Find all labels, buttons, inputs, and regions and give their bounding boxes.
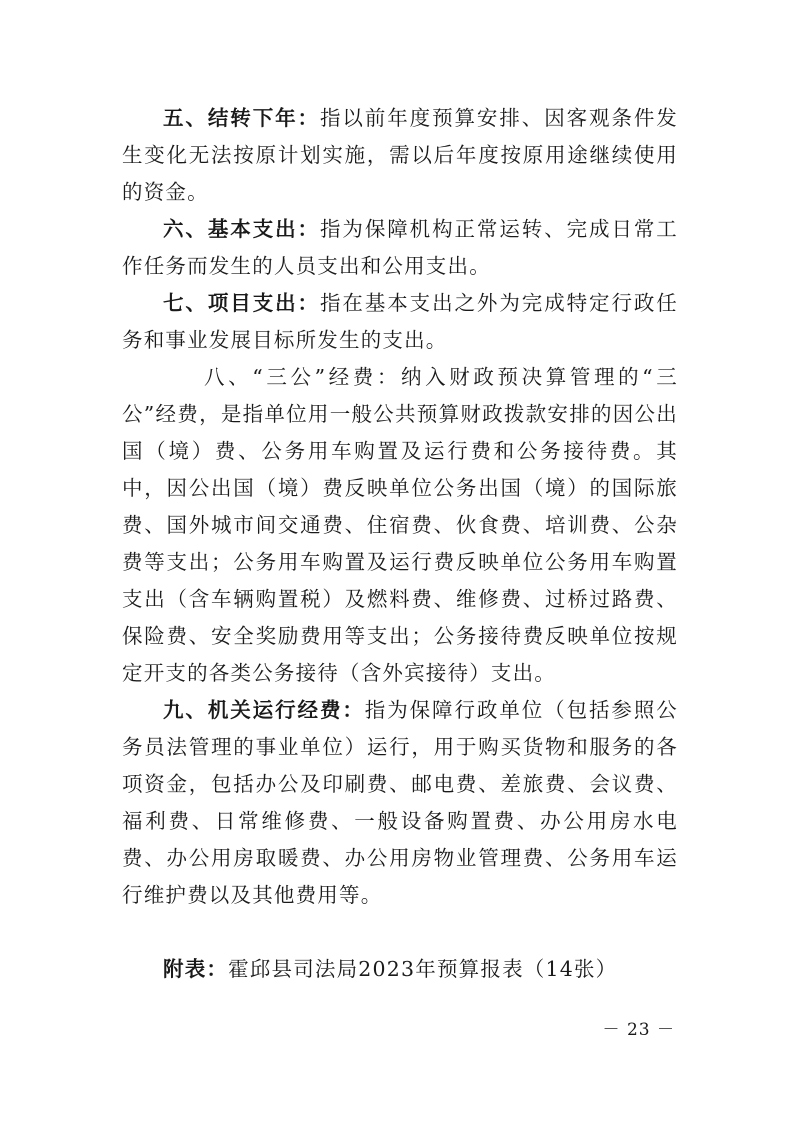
attachment-text: 霍邱县司法局2023年预算报表（14张）: [228, 957, 618, 981]
definition-project-expenditure: [122, 285, 678, 359]
definition-operating-funds: [122, 692, 678, 914]
document-body: [122, 100, 678, 988]
attachment-line: [122, 951, 678, 988]
term-project-expenditure: 七、项目支出：: [163, 291, 320, 315]
term-operating-funds: 九、机关运行经费：: [163, 698, 365, 722]
definition-basic-expenditure: [122, 211, 678, 285]
definition-carryover: [122, 100, 678, 211]
page-number: － 23 －: [602, 1020, 675, 1040]
attachment-label: 附表：: [163, 957, 229, 981]
definition-text: 指在基本支出之外为完成特定行政任务和事业发展目标所发生的支出。: [122, 291, 679, 352]
definition-text: 指以前年度预算安排、因客观条件发生变化无法按原计划实施，需以后年度按原用途继续使用的资金。: [122, 106, 679, 204]
term-three-public-funds: 八、“三公”经费：: [204, 365, 402, 389]
definition-text: 指为保障行政单位（包括参照公务员法管理的事业单位）运行，用于购买货物和服务的各项资金，包括办公及印刷费、邮电费、差旅费、会议费、福利费、日常维修费、一般设备购置费、办公用房水电费、办公用房取暖费、办公用房物业管理费、公务用车运行维护费以及其他费用等。: [122, 698, 678, 907]
term-carryover: 五、结转下年：: [163, 106, 320, 130]
definition-three-public-funds: [122, 359, 678, 692]
definition-text: 纳入财政预决算管理的“三公”经费，是指单位用一般公共预算财政拨款安排的因公出国（境）费、公务用车购置及运行费和公务接待费。其中，因公出国（境）费反映单位公务出国（境）的国际旅费、国外城市间交通费、住宿费、伙食费、培训费、公杂费等支出；公务用车购置及运行费反映单位公务用车购置支出（含车辆购置税）及燃料费、维修费、过桥过路费、保险费、安全奖励费用等支出；公务接待费反映单位按规定开支的各类公务接待（含外宾接待）支出。: [122, 365, 678, 685]
term-basic-expenditure: 六、基本支出：: [163, 217, 320, 241]
definition-text: 指为保障机构正常运转、完成日常工作任务而发生的人员支出和公用支出。: [122, 217, 679, 278]
